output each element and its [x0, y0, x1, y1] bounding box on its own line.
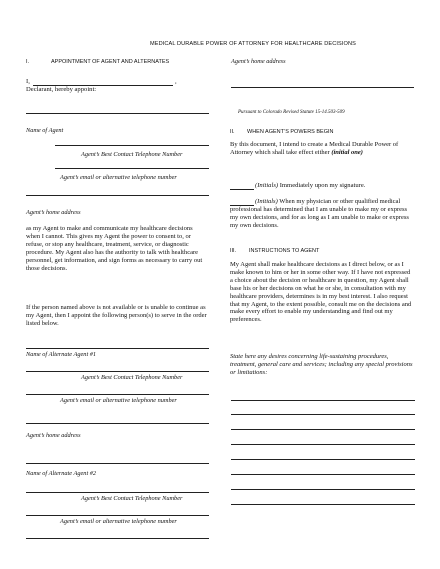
declarant-text: Declarant, hereby appoint:: [26, 86, 97, 93]
option-2-text: When my physician or other qualified medical professional has determined that I am unable to make my or express my own decisions, and for as long as I am unable to make or express my own decisions.: [230, 198, 409, 229]
right-home-address-label: Agent’s home address: [231, 58, 286, 65]
name-of-agent-label: Name of Agent: [26, 127, 64, 134]
declarant-comma: ,: [175, 78, 177, 85]
agent-powers-paragraph: as my Agent to make and communicate my healthcare decisions when I cannot. This gives my Agent the power to consent to, or refuse, or stop any healthcare, treatment, service, or diagnostic procedure. My Agent also has the authority to talk with healthcare personnel, get information, and sign forms as necessary to carry out those decisions.: [26, 225, 203, 272]
desires-paragraph: State here any desires concerning life-sustaining procedures, treatment, general care and services; including any special provisions or limitations:: [230, 353, 413, 376]
section-3-heading: INSTRUCTIONS TO AGENT: [249, 248, 320, 254]
option-1-text: Immediately upon my signature.: [279, 182, 366, 189]
alt2-email-label: Agent’s email or alternative telephone number: [60, 518, 177, 525]
powers-text: By this document, I intend to create a Medical Durable Power of Attorney which shall take effect either: [230, 141, 399, 156]
agent-name-line[interactable]: [26, 113, 209, 114]
section-2-number: II.: [230, 129, 235, 135]
agent-address-line[interactable]: [26, 195, 209, 196]
desires-line-6[interactable]: [231, 474, 415, 475]
agent-address-label: Agent’s home address: [26, 209, 81, 216]
alt2-phone-label: Agent’s Best Contact Telephone Number: [81, 495, 183, 502]
right-address-line[interactable]: [231, 87, 414, 88]
instructions-paragraph: My Agent shall make healthcare decisions as I direct below, or as I make known to him or her in some other way. If I have not expressed a choice about the decision or healthcare in question, my Agent shall base his or her decisions on what he or she, in consultation with my healthcare providers, determines is in my best interest. I also request that my Agent, to the extent possible, consult me on the decisions and make every effort to enable my understanding and find out my preferences.: [230, 261, 412, 324]
option-2-initials: (Initials): [255, 198, 278, 205]
option-1-initials: (Initials): [255, 182, 279, 189]
desires-line-1[interactable]: [231, 400, 415, 401]
alt1-address-line[interactable]: [26, 423, 209, 424]
initial-one-note: (initial one): [331, 148, 363, 156]
alt1-phone-label: Agent’s Best Contact Telephone Number: [81, 374, 183, 381]
powers-paragraph: [230, 141, 414, 157]
desires-line-5[interactable]: [231, 459, 415, 460]
alt1-address-label: Agent’s home address: [26, 432, 81, 439]
desires-line-8[interactable]: [231, 504, 415, 505]
desires-line-3[interactable]: [231, 429, 415, 430]
section-2-heading: WHEN AGENT’S POWERS BEGIN: [247, 129, 334, 135]
i-label: I,: [26, 78, 30, 85]
section-1-number: I.: [26, 59, 30, 65]
alt1-name-line[interactable]: [26, 348, 209, 349]
alt2-email-line[interactable]: [26, 515, 209, 516]
desires-line-4[interactable]: [231, 444, 415, 445]
desires-line-2[interactable]: [231, 414, 415, 415]
document-title: MEDICAL DURABLE POWER OF ATTORNEY FOR HEALTHCARE DECISIONS: [150, 41, 356, 47]
alt2-phone-line[interactable]: [26, 492, 209, 493]
alt1-phone-line[interactable]: [26, 371, 209, 372]
agent-phone-line[interactable]: [55, 145, 209, 146]
alt2-address-line[interactable]: [26, 538, 209, 539]
alternates-paragraph: If the person named above is not available or is unable to continue as my Agent, then I appoint the following person(s) to serve in the order listed below.: [26, 304, 207, 327]
section-3-number: III.: [230, 248, 237, 254]
alt1-name-label: Name of Alternate Agent #1: [26, 351, 97, 358]
section-1-heading: APPOINTMENT OF AGENT AND ALTERNATES: [51, 59, 170, 65]
alt1-email-label: Agent’s email or alternative telephone number: [60, 397, 177, 404]
statute-reference: Pursuant to Colorado Revised Statute 15-14.503-509: [238, 110, 345, 115]
alt2-name-label: Name of Alternate Agent #2: [26, 470, 97, 477]
alt2-name-line[interactable]: [26, 463, 209, 464]
desires-line-7[interactable]: [231, 489, 415, 490]
alt1-email-line[interactable]: [26, 394, 209, 395]
option-1-row: [255, 182, 365, 190]
agent-email-line[interactable]: [55, 168, 209, 169]
agent-email-label: Agent’s email or alternative telephone number: [60, 174, 177, 181]
option-1-initials-line[interactable]: [230, 189, 254, 190]
agent-phone-label: Agent’s Best Contact Telephone Number: [81, 151, 183, 158]
option-2-row: [230, 198, 414, 230]
